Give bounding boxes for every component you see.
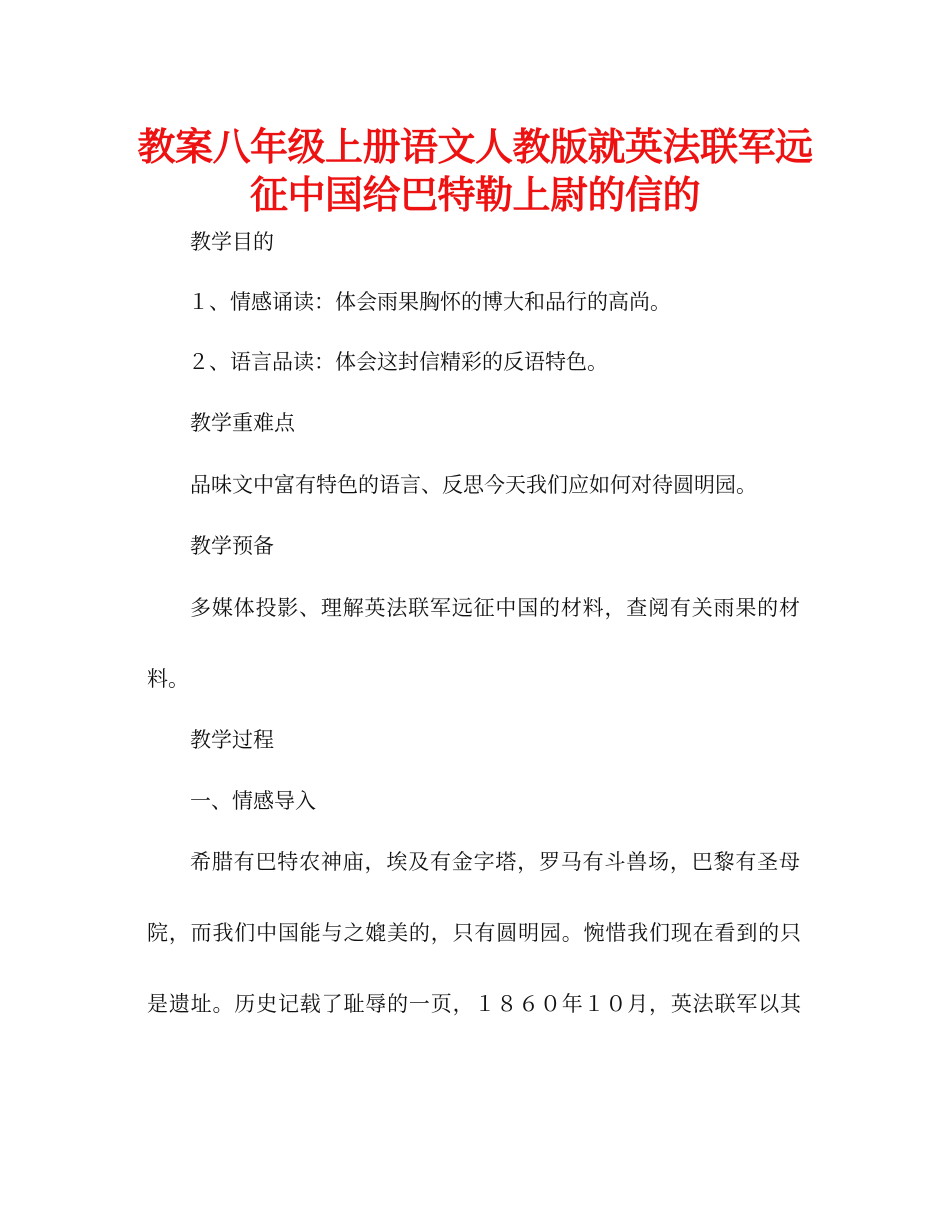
preparation-text-line-2: 料。: [147, 667, 189, 691]
teaching-goals-heading: 教学目的: [190, 230, 274, 254]
teaching-goal-1: １、情感诵读：体会雨果胸怀的博大和品行的高尚。: [188, 290, 671, 314]
document-title-line-2: 征中国给巴特勒上尉的信的: [249, 173, 700, 217]
intro-paragraph-line-2: 院，而我们中国能与之媲美的，只有圆明园。惋惜我们现在看到的只: [147, 921, 801, 945]
difficulty-text: 品味文中富有特色的语言、反思今天我们应如何对待圆明园。: [190, 473, 757, 497]
preparation-heading: 教学预备: [190, 534, 274, 558]
intro-paragraph-line-3: 是遗址。历史记载了耻辱的一页，１８６０年１０月，英法联军以其: [147, 992, 801, 1016]
intro-paragraph-line-1: 希腊有巴特农神庙，埃及有金字塔，罗马有斗兽场，巴黎有圣母: [190, 850, 800, 874]
section-1-heading: 一、情感导入: [190, 789, 316, 813]
teaching-goal-2: ２、语言品读：体会这封信精彩的反语特色。: [188, 350, 608, 374]
difficulty-heading: 教学重难点: [190, 411, 295, 435]
process-heading: 教学过程: [190, 728, 274, 752]
preparation-text-line-1: 多媒体投影、理解英法联军远征中国的材料，查阅有关雨果的材: [190, 596, 800, 620]
document-title-line-1: 教案八年级上册语文人教版就英法联军远: [137, 125, 813, 169]
